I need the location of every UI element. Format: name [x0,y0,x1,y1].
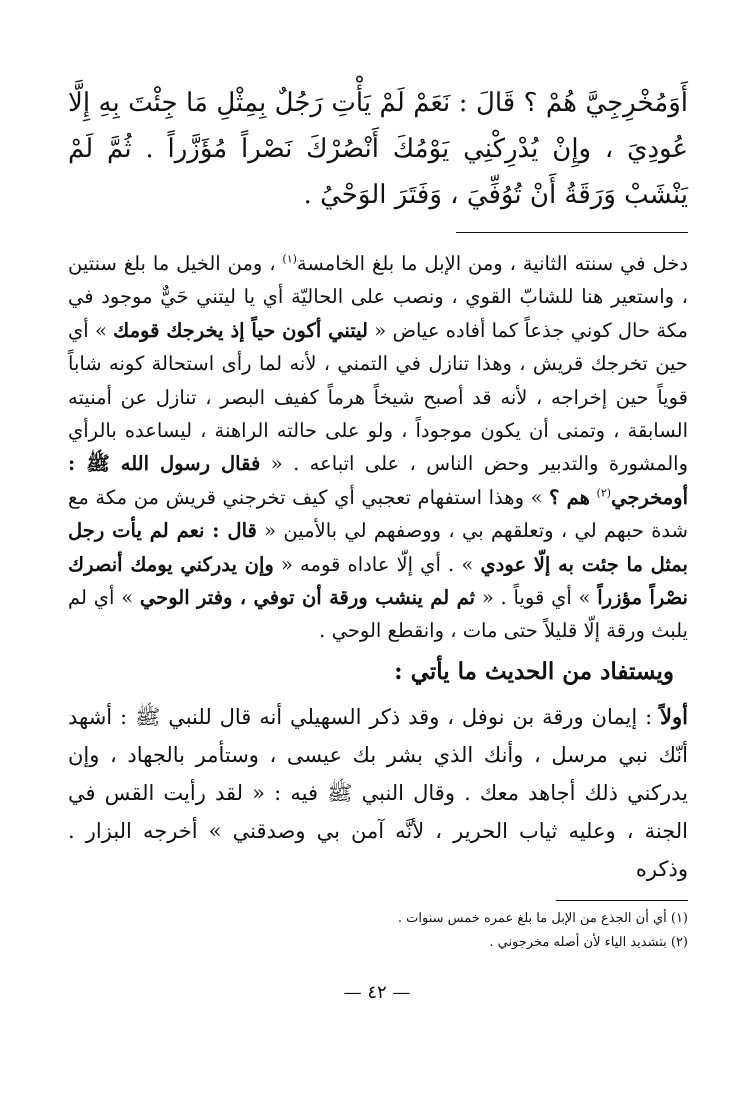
commentary-text: » وهذا استفهام تعجبي أي كيف تخرجني قريش من مكة مع شدة حبهم لي ، وتعلقهم بي ، ووصفهم لي بالأمين « [68,485,688,543]
point-one-text: : إيمان ورقة بن نوفل ، وقد ذكر السهيلي أنه قال للنبي ﷺ : أشهد أنّك نبي مرسل ، وأنك الذي بشر بك عيسى ، وستأمر بالجهاد ، وإن يدركني ذلك أجاهد معك . وقال النبي ﷺ فيه : « لقد رأيت القس في الجنة ، وعليه ثياب الحرير ، لأنَّه آمن بي وصدقني » أخرجه البزار . وذكره [68,704,688,881]
commentary-text: دخل في سنته الثانية ، ومن الإبل ما بلغ الخامسة [296,252,689,275]
commentary-text: » أي حين تخرجك قريش ، وهذا تنازل في التمني ، لأنه لما رأى استحالة كونه شاباً قوياً حين إخراجه ، لأنه قد أصبح شيخاً هرماً كفيف البصر ، تنازل عن أمنيته السابقة ، وتمنى أن يكون موجوداً ، ولو على حالته الراهنة ، ليساعده بالرأي والمشورة والتدبير وحض الناس ، على اتباعه . « [68,318,688,476]
hadith-quote: فقال رسول الله ﷺ : أومخرجي [68,452,688,509]
footnote-marker-1: (١) [282,252,297,266]
hadith-quote: ليتني أكون حياً إذ يخرجك قومك [113,318,368,342]
hadith-quote: قال : نعم لم يأت رجل بمثل ما جئت به إلّا عودي [68,519,688,576]
section-heading: ويستفاد من الحديث ما يأتي : [394,657,674,685]
book-page [68,80,688,955]
hadith-text: أَوَمُخْرِجِيَّ هُمْ ؟ قَالَ : نَعَمْ لَمْ يَأْتِ رَجُلٌ بِمِثْلِ مَا جِئْتَ بِهِ إِلَّا عُودِيَ ، وإِنْ يُدْرِكْنِي يَوْمُكَ أَنْصُرْكَ نَصْراً مُؤَزَّراً . ثُمَّ لَمْ يَنْشَبْ وَرَقَةُ أَنْ تُوُفِّيَ ، وَفَتَرَ الوَحْيُ . [68,88,689,210]
hadith-quote: هم ؟ [549,485,590,509]
hadith-quote: ثم لم ينشب ورقة أن توفي ، وفتر الوحي [139,586,476,610]
page-number: — ٤٢ — [343,982,411,1003]
commentary-text: » أي قوياً . « [481,586,591,610]
hadith-quote: وإن يدركني يومك أنصرك نصْراً مؤزراً [68,552,688,610]
footnote-marker-2: (٢) [596,486,612,500]
footnotes [68,907,688,955]
commentary-text: » أي لم يلبث ورقة إلّا قليلاً حتى مات ، وانقطع الوحي . [68,586,688,643]
commentary-text: ، ومن الخيل ما بلغ سنتين ، واستعير هنا للشابّ القوي ، ونصب على الحاليّة أي يا ليتني حَيٌّ موجود في مكة حال كوني جذعاً كما أفاده عياض « [68,252,688,342]
commentary-paragraph [68,247,688,648]
commentary-text: » . أي إلّا عاداه قومه « [280,552,474,576]
footnote-1: (١) أي أن الجذع من الإبل ما بلغ عمره خمس سنوات . [397,910,688,926]
point-one-paragraph [68,698,688,888]
hadith-divider [456,232,688,233]
footnote-divider [556,900,688,901]
footnote-2: (٢) بتشديد الياء لأن أصله مخرجوني . [489,934,688,950]
point-one-label: أولاً [660,703,688,729]
